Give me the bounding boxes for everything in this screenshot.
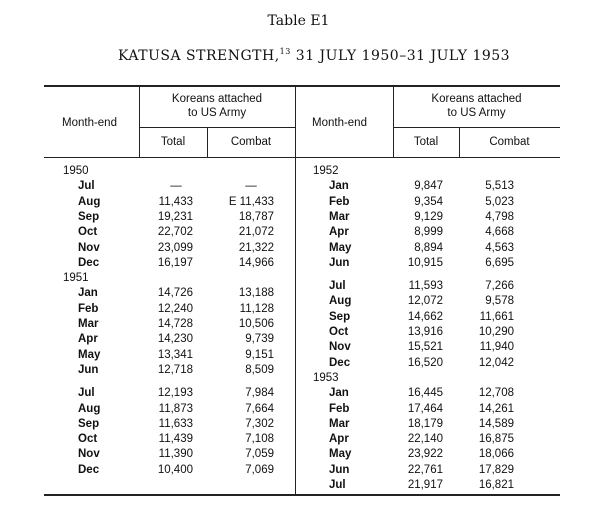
combat-cell: 4,668	[485, 226, 514, 239]
month-cell: Jul	[78, 180, 95, 193]
month-cell: Jun	[329, 463, 350, 476]
combat-cell: 5,513	[485, 180, 514, 193]
combat-cell: 13,188	[238, 287, 274, 300]
month-cell: Aug	[329, 295, 352, 308]
total-cell: 12,718	[157, 363, 193, 376]
total-cell: 22,140	[407, 433, 443, 446]
month-cell: Jan	[78, 287, 98, 300]
combat-cell: 4,798	[485, 210, 514, 223]
right-group-line-1: Koreans attached	[431, 93, 522, 105]
top-rule	[44, 85, 560, 87]
combat-cell: 17,829	[478, 463, 514, 476]
total-cell: 16,520	[407, 356, 443, 369]
bottom-rule	[44, 494, 560, 496]
total-cell: 15,521	[407, 341, 443, 354]
left-group-line-2: to US Army	[187, 107, 247, 119]
right-group-header	[393, 92, 560, 120]
combat-cell: 9,578	[485, 295, 514, 308]
total-cell: 10,915	[407, 256, 443, 269]
year-label: 1951	[63, 272, 89, 285]
total-cell: 14,728	[157, 318, 193, 330]
left-month-end-header: Month-end	[62, 117, 117, 129]
total-cell: 11,873	[158, 402, 193, 415]
combat-cell: 7,984	[245, 387, 274, 400]
total-cell: 22,702	[157, 226, 193, 239]
right-group-underline	[393, 127, 560, 128]
total-cell: 11,433	[158, 195, 193, 208]
total-cell: 9,354	[414, 195, 443, 208]
table-heading	[118, 47, 510, 64]
combat-cell: 18,066	[478, 448, 514, 461]
combat-cell: 7,664	[245, 402, 274, 415]
combat-cell: 16,875	[478, 433, 514, 446]
combat-cell: 9,151	[245, 348, 274, 361]
header-bottom-rule	[44, 157, 560, 158]
combat-cell: 10,290	[478, 326, 514, 338]
right-total-header: Total	[413, 136, 439, 148]
combat-cell: 10,506	[238, 318, 274, 330]
combat-cell: E 11,433	[228, 195, 274, 208]
year-label: 1953	[313, 371, 339, 384]
combat-cell: 7,069	[245, 463, 274, 476]
month-cell: Feb	[329, 402, 350, 415]
month-cell: Oct	[78, 433, 98, 446]
combat-cell: —	[245, 180, 257, 193]
month-cell: Apr	[329, 226, 349, 239]
month-cell: Jul	[329, 280, 346, 293]
combat-cell: 14,966	[238, 256, 274, 269]
month-cell: Sep	[78, 417, 100, 430]
total-cell: 17,464	[407, 402, 443, 415]
total-cell: 9,847	[414, 180, 443, 193]
month-cell: Sep	[329, 310, 351, 323]
month-cell: Aug	[78, 402, 101, 415]
month-cell: Dec	[78, 463, 100, 476]
combat-cell: 21,072	[238, 226, 274, 239]
month-cell: Dec	[78, 256, 100, 269]
month-cell: Mar	[78, 318, 99, 330]
month-cell: Nov	[329, 341, 351, 354]
total-cell: 11,633	[158, 417, 193, 430]
month-cell: Feb	[329, 195, 350, 208]
month-cell: Jul	[329, 479, 346, 491]
month-cell: Mar	[329, 417, 350, 430]
combat-cell: 8,509	[245, 363, 274, 376]
combat-cell: 6,695	[485, 256, 514, 269]
month-cell: May	[78, 348, 101, 361]
total-cell: 13,341	[157, 348, 193, 361]
center-divider	[295, 85, 296, 495]
total-cell: 21,917	[407, 479, 443, 491]
right-group-line-2: to US Army	[447, 107, 506, 119]
month-cell: Feb	[78, 302, 99, 315]
combat-cell: 16,821	[478, 479, 514, 491]
total-cell: 12,193	[157, 387, 193, 400]
total-cell: 16,197	[157, 256, 193, 269]
month-cell: Jul	[78, 387, 95, 400]
combat-cell: 12,708	[478, 387, 514, 400]
total-cell: 12,240	[157, 302, 193, 315]
footnote-marker: 13	[279, 47, 291, 56]
combat-cell: 5,023	[485, 195, 514, 208]
month-cell: Mar	[329, 210, 350, 223]
table-title: Table E1	[267, 13, 330, 29]
month-cell: Jun	[78, 363, 99, 376]
right-month-end-header: Month-end	[312, 117, 367, 129]
month-cell: Apr	[78, 333, 98, 346]
total-cell: 19,231	[157, 210, 193, 223]
total-cell: 23,922	[407, 448, 443, 461]
month-cell: Jan	[329, 387, 349, 400]
total-cell: 12,072	[407, 295, 443, 308]
left-group-line-1: Koreans attached	[171, 93, 263, 105]
heading-text: KATUSA STRENGTH,	[118, 48, 280, 64]
total-cell: 8,894	[414, 241, 443, 254]
total-cell: 9,129	[414, 210, 443, 223]
combat-cell: 11,128	[239, 302, 274, 315]
total-cell: 14,726	[157, 287, 193, 300]
heading-range: 31 JULY 1950–31 JULY 1953	[295, 48, 511, 64]
combat-cell: 14,261	[478, 402, 514, 415]
combat-cell: 11,940	[479, 341, 514, 354]
year-label: 1952	[313, 165, 339, 177]
left-total-header: Total	[160, 136, 186, 148]
month-cell: May	[329, 241, 352, 254]
month-cell: Nov	[78, 241, 100, 254]
combat-cell: 21,322	[238, 241, 274, 254]
total-cell: 11,439	[158, 433, 193, 446]
total-cell: 23,099	[157, 241, 193, 254]
month-cell: Jan	[329, 180, 349, 193]
total-cell: —	[170, 180, 182, 193]
total-cell: 10,400	[157, 463, 193, 476]
combat-cell: 11,661	[479, 310, 514, 323]
total-cell: 22,761	[407, 463, 443, 476]
month-cell: May	[329, 448, 352, 461]
left-group-header	[139, 92, 295, 120]
month-cell: Oct	[78, 226, 98, 239]
month-cell: Oct	[329, 326, 349, 338]
month-cell: Jun	[329, 256, 350, 269]
total-cell: 14,230	[157, 333, 193, 346]
combat-cell: 7,108	[245, 433, 274, 446]
combat-cell: 7,302	[245, 417, 274, 430]
total-cell: 18,179	[407, 417, 443, 430]
year-label: 1950	[63, 165, 89, 177]
combat-cell: 7,266	[485, 280, 514, 293]
month-cell: Apr	[329, 433, 349, 446]
total-cell: 11,593	[408, 280, 443, 293]
combat-cell: 4,563	[485, 241, 514, 254]
combat-cell: 9,739	[245, 333, 274, 346]
month-cell: Dec	[329, 356, 351, 369]
total-cell: 14,662	[407, 310, 443, 323]
total-cell: 11,390	[158, 448, 193, 461]
combat-cell: 7,059	[245, 448, 274, 461]
combat-cell: 14,589	[478, 417, 514, 430]
total-cell: 13,916	[407, 326, 443, 338]
month-cell: Sep	[78, 210, 100, 223]
right-combat-header: Combat	[489, 136, 530, 148]
month-cell: Nov	[78, 448, 100, 461]
total-cell: 8,999	[414, 226, 443, 239]
total-cell: 16,445	[407, 387, 443, 400]
left-combat-header: Combat	[230, 136, 272, 148]
month-cell: Aug	[78, 195, 101, 208]
left-group-underline	[139, 127, 295, 128]
combat-cell: 12,042	[478, 356, 514, 369]
combat-cell: 18,787	[238, 210, 274, 223]
